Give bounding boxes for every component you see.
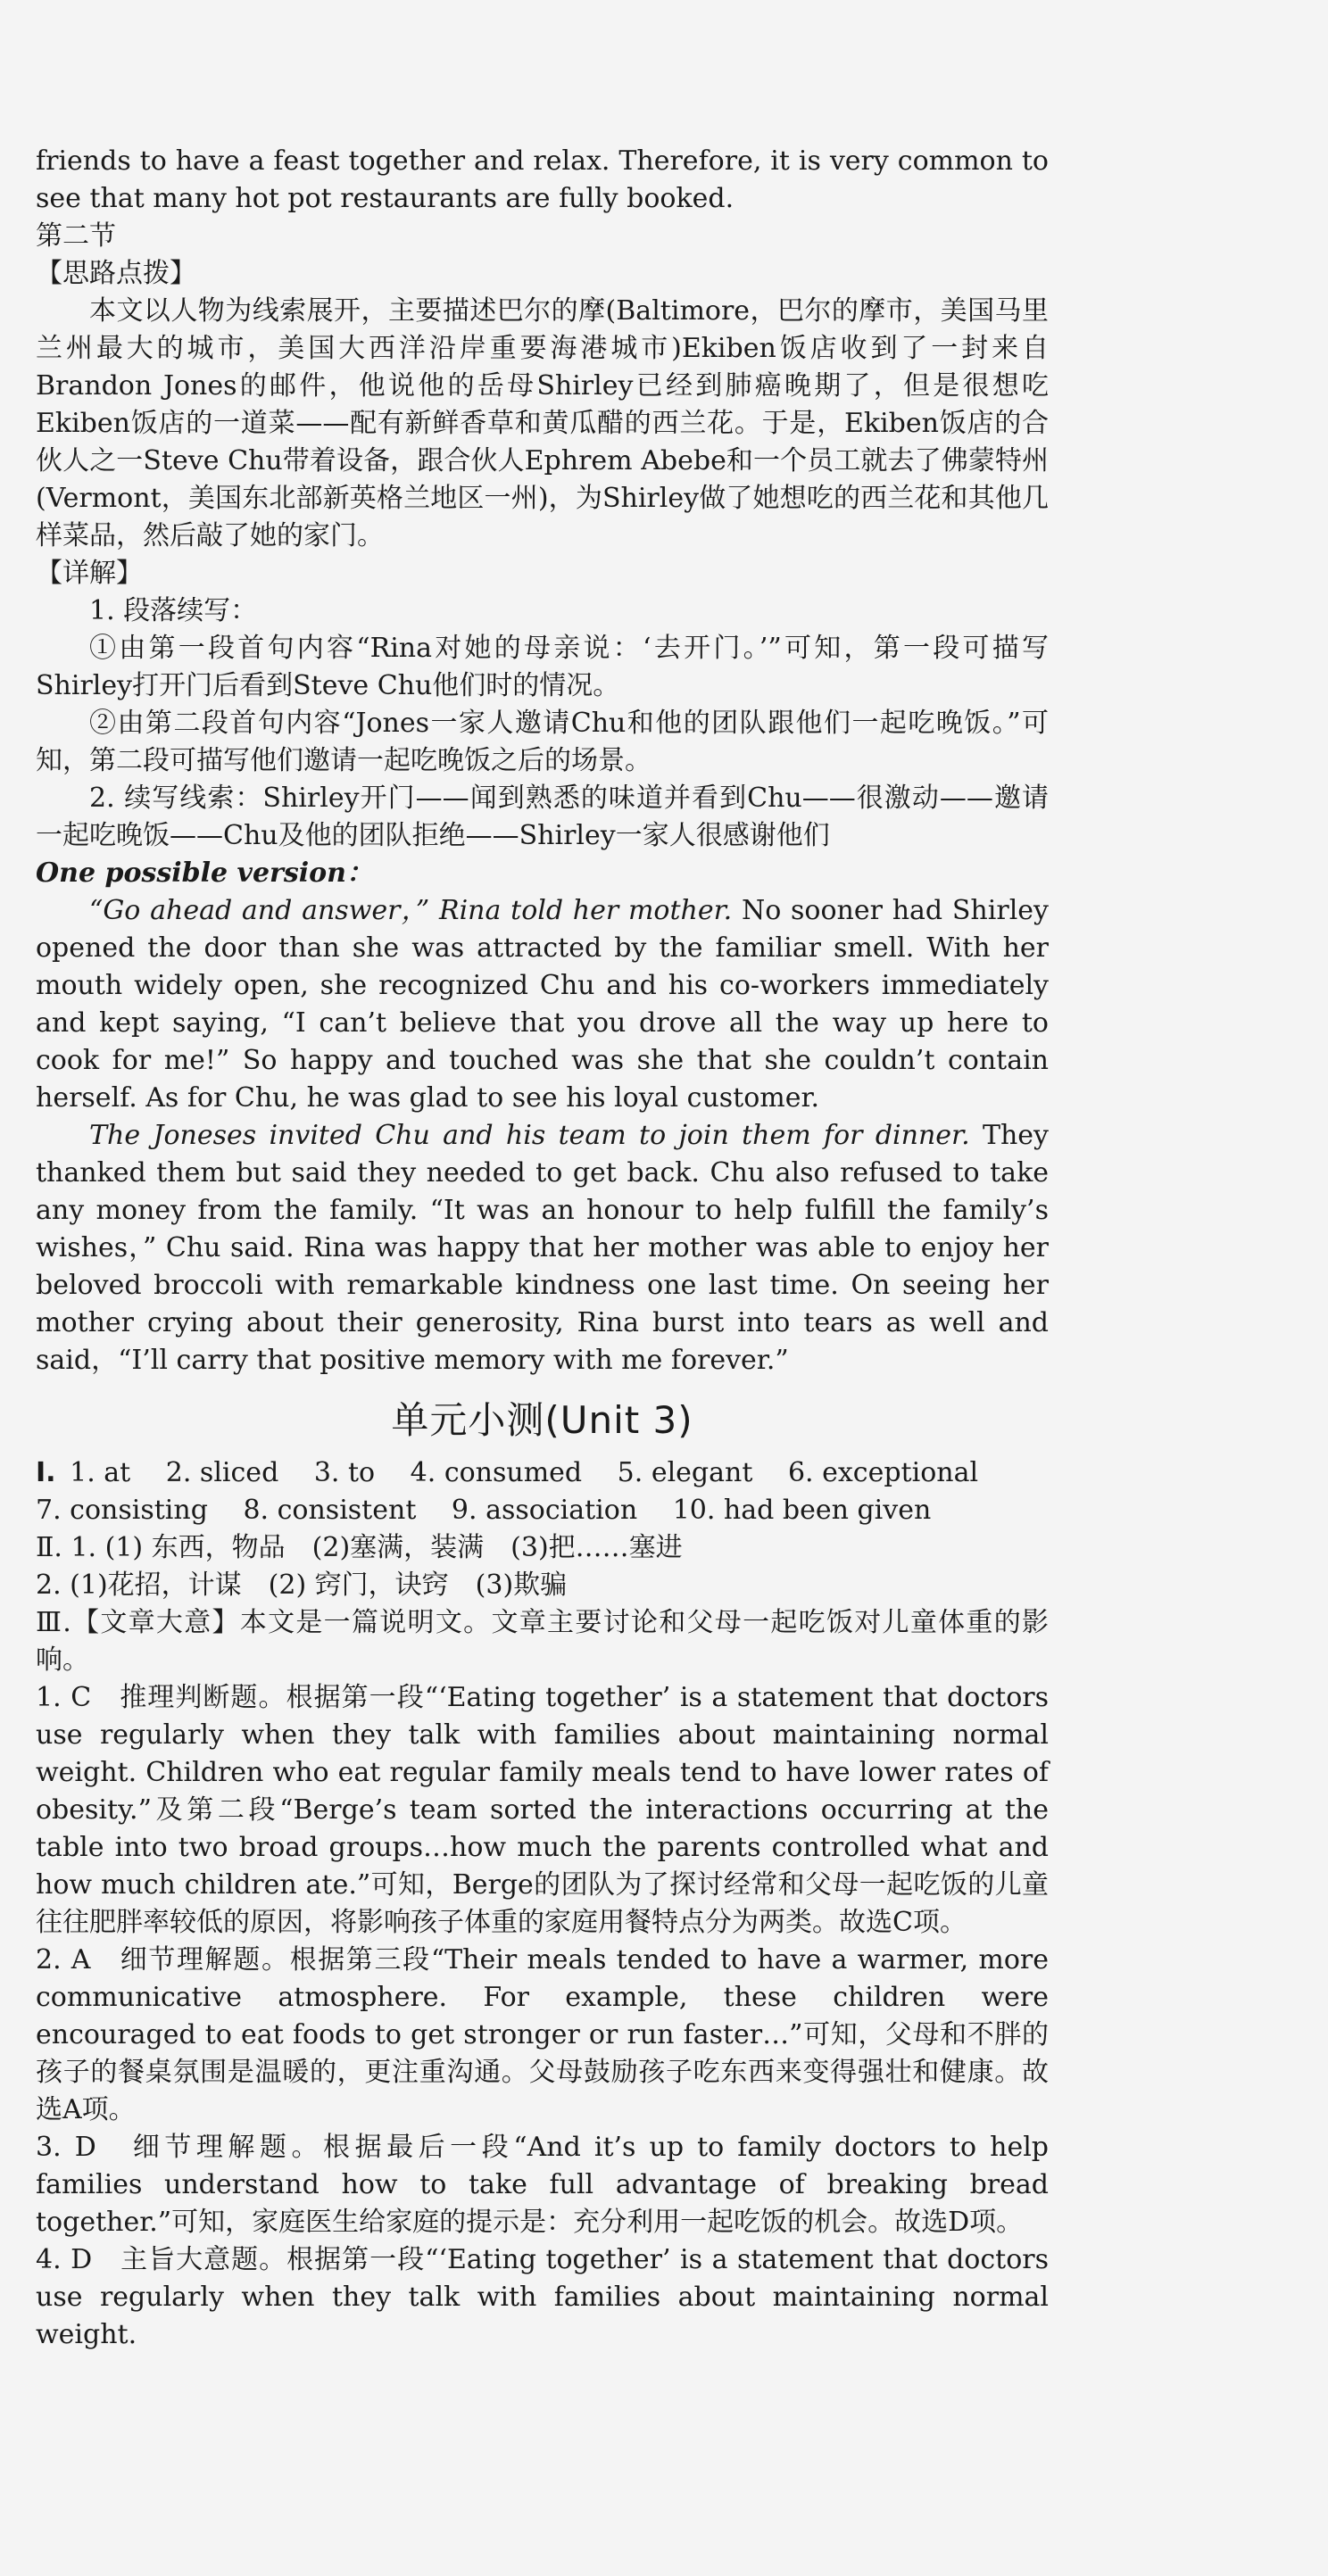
answer-item: 8. consistent [243, 1495, 417, 1526]
section-heading: 第二节 [36, 220, 116, 252]
version-label: One possible version： [36, 857, 373, 889]
question-3-explanation: 3. D 细节理解题。根据最后一段“And it’s up to family doctors to help families understand how to take full advantage of breaking bread together.”可知，家庭医生给家庭的提示是：充分利用一起吃饭的机会。故选D项。 [36, 2132, 1049, 2238]
version-p2-body: They thanked them but said they needed to get back. Chu also refused to take any money from the family. “It was an honour to help fulfill the family’s wishes，” Chu said. Rina was happy that her mother was able to enjoy her beloved broccoli with remarkable kindness one last time. On seeing her mother crying about their generosity, Rina burst into tears as well and said，“I’ll carry that positive memory with me forever.” [36, 1120, 1049, 1376]
answer-item: 9. association [451, 1495, 638, 1526]
part2-line-1: Ⅱ. 1. (1) 东西，物品 (2)塞满，装满 (3)把……塞进 [36, 1532, 683, 1563]
detail-1-b: ②由第二段首句内容“Jones一家人邀请Chu和他的团队跟他们一起吃晚饭。”可知，第二段可描写他们邀请一起吃晚饭之后的场景。 [36, 708, 1049, 776]
part1-marker: Ⅰ. [36, 1457, 56, 1488]
answer-item: 2. sliced [165, 1457, 279, 1488]
detail-1-title: 1. 段落续写： [89, 595, 258, 626]
answer-item: 1. at [70, 1457, 131, 1488]
answer-item: 5. elegant [617, 1457, 753, 1488]
part1-answers [36, 1454, 1049, 1529]
version-p2-opening: The Joneses invited Chu and his team to join them for dinner. [89, 1120, 970, 1151]
detail-1-a: ①由第一段首句内容“Rina对她的母亲说：‘去开门。’”可知，第一段可描写Shirley打开门后看到Steve Chu他们时的情况。 [36, 633, 1049, 701]
answer-item: 10. had been given [672, 1495, 932, 1526]
answer-item: 7. consisting [36, 1495, 208, 1526]
answer-item: 6. exceptional [787, 1457, 979, 1488]
answer-item: 4. consumed [410, 1457, 583, 1488]
part3-intro: Ⅲ.【文章大意】本文是一篇说明文。文章主要讨论和父母一起吃饭对儿童体重的影响。 [36, 1607, 1049, 1676]
question-2-explanation: 2. A 细节理解题。根据第三段“Their meals tended to have a warmer, more communicative atmosphere. For example, these children were encouraged to eat foods to get stronger or run faster…”可知，父母和不胖的孩子的餐桌氛围是温暖的，更注重沟通。父母鼓励孩子吃东西来变得强壮和健康。故选A项。 [36, 1944, 1049, 2125]
detail-2: 2. 续写线索：Shirley开门——闻到熟悉的味道并看到Chu——很激动——邀请一起吃晚饭——Chu及他的团队拒绝——Shirley一家人很感谢他们 [36, 783, 1049, 851]
version-paragraph-2 [36, 1117, 1049, 1379]
unit-title: 单元小测(Unit 3) [391, 1398, 693, 1442]
answer-page [36, 143, 1049, 2354]
question-4-explanation: 4. D 主旨大意题。根据第一段“‘Eating together’ is a statement that doctors use regularly when they talk with families about maintaining normal weight. [36, 2244, 1049, 2350]
version-paragraph-1 [36, 892, 1049, 1117]
version-p1-opening: “Go ahead and answer，” Rina told her mother. [89, 895, 733, 926]
thinking-text: 本文以人物为线索展开，主要描述巴尔的摩(Baltimore，巴尔的摩市，美国马里兰州最大的城市，美国大西洋沿岸重要海港城市)Ekiben饭店收到了一封来自Brandon Jones的邮件，他说他的岳母Shirley已经到肺癌晚期了，但是很想吃Ekiben饭店的一道菜——配有新鲜香草和黄瓜醋的西兰花。于是，Ekiben饭店的合伙人之一Steve Chu带着设备，跟合伙人Ephrem Abebe和一个员工就去了佛蒙特州(Vermont，美国东北部新英格兰地区一州)，为Shirley做了她想吃的西兰花和其他几样菜品，然后敲了她的家门。 [36, 295, 1049, 551]
part2-line-2: 2. (1)花招，计谋 (2) 窍门，诀窍 (3)欺骗 [36, 1570, 568, 1601]
detail-label: 【详解】 [36, 558, 143, 589]
version-p1-body: No sooner had Shirley opened the door than she was attracted by the familiar smell. With her mouth widely open, she recognized Chu and his co-workers immediately and kept saying, “I can’t believe that you drove all the way up here to cook for me!” So happy and touched was she that she couldn’t contain herself. As for Chu, he was glad to see his loyal customer. [36, 895, 1049, 1114]
question-1-explanation: 1. C 推理判断题。根据第一段“‘Eating together’ is a statement that doctors use regularly when they talk with families about maintaining normal weight. Children who eat regular family meals tend to have lower rates of obesity.”及第二段“Berge’s team sorted the interactions occurring at the table into two broad groups…how much the parents controlled what and how much children ate.”可知，Berge的团队为了探讨经常和父母一起吃饭的儿童往往肥胖率较低的原因，将影响孩子体重的家庭用餐特点分为两类。故选C项。 [36, 1682, 1049, 1938]
answer-item: 3. to [313, 1457, 376, 1488]
intro-paragraph: friends to have a feast together and relax. Therefore, it is very common to see that many hot pot restaurants are fully booked. [36, 145, 1049, 214]
thinking-label: 【思路点拨】 [36, 258, 196, 289]
